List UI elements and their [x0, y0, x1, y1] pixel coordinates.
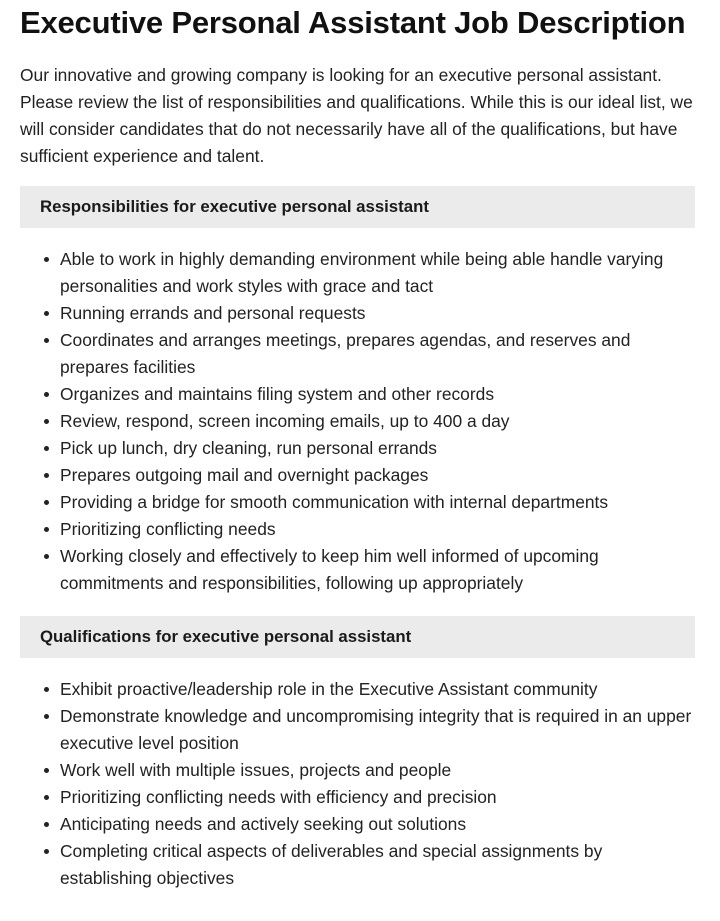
list-item-text: Anticipating needs and actively seeking out solutions — [60, 814, 467, 834]
bullet-icon — [44, 768, 49, 773]
bullet-icon — [44, 822, 49, 827]
list-item-text: Prioritizing conflicting needs — [60, 519, 276, 539]
bullet-icon — [44, 795, 49, 800]
bullet-icon — [44, 527, 49, 532]
bullet-icon — [44, 473, 49, 478]
bullet-icon — [44, 392, 49, 397]
qualifications-header: Qualifications for executive personal assistant — [20, 616, 695, 658]
list-item — [60, 408, 695, 435]
list-item — [60, 703, 695, 757]
list-item — [60, 435, 695, 462]
list-item — [60, 784, 695, 811]
list-item-text: Providing a bridge for smooth communication with internal departments — [60, 492, 609, 512]
list-item — [60, 246, 695, 300]
list-item — [60, 462, 695, 489]
list-item — [60, 543, 695, 597]
page-title: Executive Personal Assistant Job Description — [20, 5, 686, 40]
bullet-icon — [44, 500, 49, 505]
list-item — [60, 489, 695, 516]
list-item-text: Demonstrate knowledge and uncompromising integrity that is required in an upper executive level position — [60, 706, 692, 753]
bullet-icon — [44, 257, 49, 262]
list-item — [60, 300, 695, 327]
list-item — [60, 516, 695, 543]
list-item-text: Working closely and effectively to keep him well informed of upcoming commitments and responsibilities, following up appropriately — [60, 546, 599, 593]
list-item — [60, 676, 695, 703]
list-item-text: Exhibit proactive/leadership role in the Executive Assistant community — [60, 679, 598, 699]
responsibilities-list — [20, 246, 695, 597]
list-item — [60, 838, 695, 892]
bullet-icon — [44, 419, 49, 424]
list-item-text: Completing critical aspects of deliverables and special assignments by establishing objectives — [60, 841, 603, 888]
list-item-text: Able to work in highly demanding environment while being able handle varying personalities and work styles with grace and tact — [60, 249, 664, 296]
bullet-icon — [44, 311, 49, 316]
list-item — [60, 327, 695, 381]
bullet-icon — [44, 849, 49, 854]
intro-paragraph: Our innovative and growing company is looking for an executive personal assistant. Please review the list of responsibilities and qualifications. While this is our ideal list, we will consider candidates that do not necessarily have all of the qualifications, but have sufficient experience and talent. — [20, 65, 693, 166]
list-item-text: Prioritizing conflicting needs with efficiency and precision — [60, 787, 497, 807]
bullet-icon — [44, 714, 49, 719]
list-item-text: Prepares outgoing mail and overnight packages — [60, 465, 429, 485]
list-item-text: Review, respond, screen incoming emails, up to 400 a day — [60, 411, 510, 431]
bullet-icon — [44, 687, 49, 692]
list-item — [60, 381, 695, 408]
bullet-icon — [44, 446, 49, 451]
list-item — [60, 811, 695, 838]
bullet-icon — [44, 554, 49, 559]
bullet-icon — [44, 338, 49, 343]
list-item-text: Organizes and maintains filing system and other records — [60, 384, 495, 404]
list-item-text: Running errands and personal requests — [60, 303, 366, 323]
responsibilities-header: Responsibilities for executive personal assistant — [20, 186, 695, 228]
list-item-text: Pick up lunch, dry cleaning, run personal errands — [60, 438, 438, 458]
list-item-text: Work well with multiple issues, projects and people — [60, 760, 452, 780]
list-item — [60, 757, 695, 784]
list-item-text: Coordinates and arranges meetings, prepares agendas, and reserves and prepares facilities — [60, 330, 631, 377]
qualifications-list — [20, 676, 695, 892]
